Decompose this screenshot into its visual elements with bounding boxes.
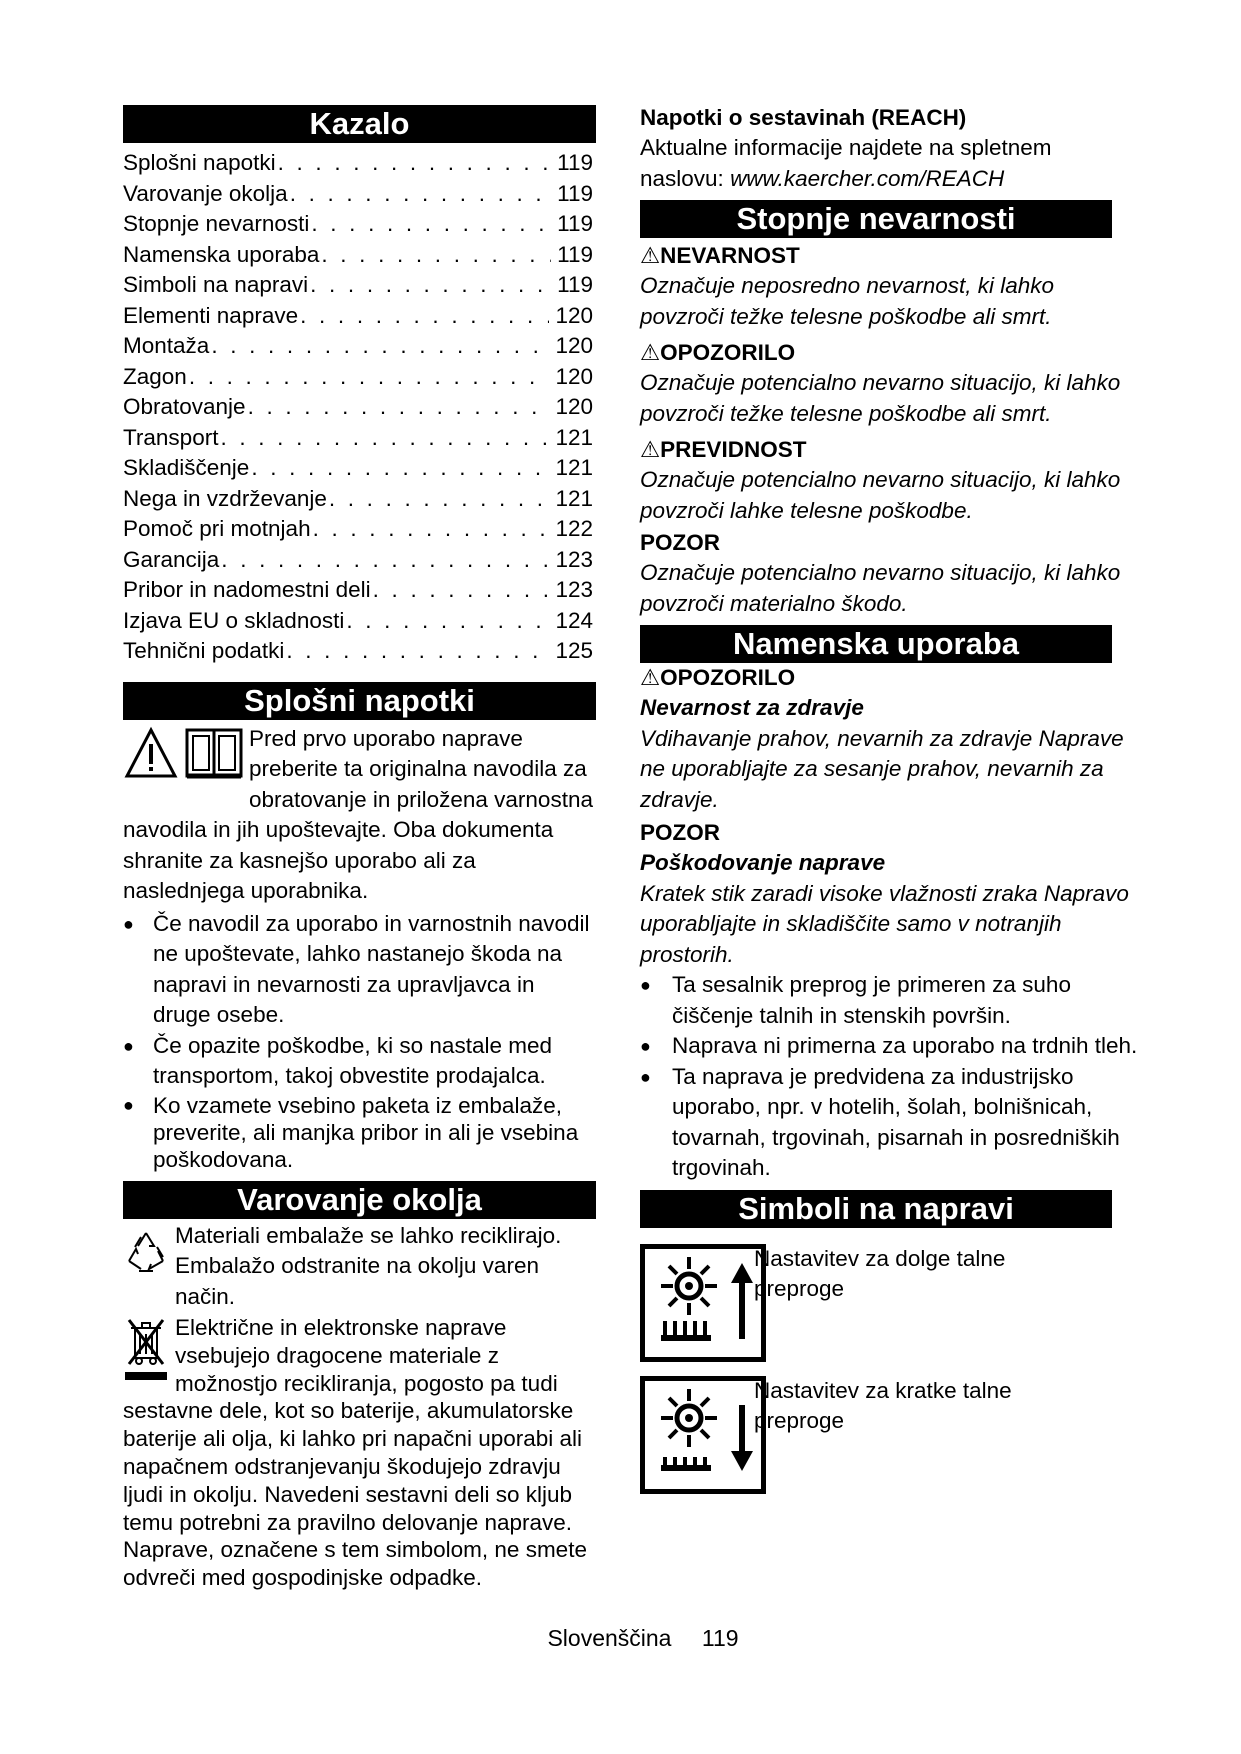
toc-entry[interactable] bbox=[123, 545, 593, 576]
toc-leader-dots bbox=[321, 240, 551, 271]
toc-title: Kazalo bbox=[123, 105, 596, 143]
toc-entry-page: 120 bbox=[555, 363, 593, 389]
toc-leader-dots bbox=[329, 484, 550, 515]
toc-entry-label: Tehnični podatki bbox=[123, 638, 285, 663]
long-carpet-setting-icon bbox=[640, 1244, 766, 1362]
toc-leader-dots bbox=[310, 270, 551, 301]
toc-entry-page: 119 bbox=[557, 180, 593, 206]
toc-leader-dots bbox=[373, 575, 550, 606]
footer-language: Slovenščina bbox=[547, 1625, 672, 1651]
toc-leader-dots bbox=[189, 362, 550, 393]
weee-paragraph: Električne in elektronske naprave vsebujejo dragocene materiale z možnostjo recikliranja, pogosto pa tudi sestavne dele, kot so baterije, akumulatorske baterije ali olja, ki lahko pri napačni uporabi ali napačnem odstranjevanju škodujejo zdravju ljudi in okolju. Navedeni sestavni deli so kljub temu potrebni za pravilno delovanje naprave. Naprave, označene s tem simbolom, ne smete odvreči med gospodinjske odpadke. bbox=[123, 1315, 587, 1591]
warning-sign-icon: ⚠ bbox=[640, 243, 661, 268]
toc-entry-page: 125 bbox=[555, 638, 593, 663]
intended-use-bullet-3: ● Ta naprava je predvidena za industrijsko uporabo, npr. v hotelih, šolah, bolnišnicah, tovarnah, trgovinah, pisarnah in posredniških trgovinah. bbox=[640, 1062, 1140, 1184]
general-bullet-2: ● Če opazite poškodbe, ki so nastale med transportom, takoj obvestite prodajalca. bbox=[123, 1031, 598, 1092]
hazard-level-name: OPOZORILO bbox=[660, 340, 796, 365]
toc-entry-label: Namenska uporaba bbox=[123, 241, 320, 267]
intended-use-warning-subtitle: Nevarnost za zdravje bbox=[640, 695, 864, 720]
reach-text: Aktualne informacije najdete na spletnem naslovu: www.kaercher.com/REACH bbox=[640, 135, 1052, 191]
hazard-level-notice bbox=[640, 528, 1140, 619]
crossed-bin-icon bbox=[123, 1316, 169, 1393]
hazard-level-desc: Označuje neposredno nevarnost, ki lahko povzroči težke telesne poškodbe ali smrt. bbox=[640, 273, 1055, 329]
toc-entry-label: Skladiščenje bbox=[123, 455, 250, 480]
toc-leader-dots bbox=[313, 514, 550, 545]
short-carpet-setting-icon bbox=[640, 1376, 766, 1494]
toc-entry-page: 120 bbox=[555, 302, 593, 328]
toc-entry[interactable] bbox=[123, 179, 593, 210]
toc-leader-dots bbox=[211, 331, 549, 362]
hazard-level-name: NEVARNOST bbox=[660, 243, 800, 268]
environment-section bbox=[123, 1221, 598, 1592]
hazard-levels-section bbox=[640, 241, 1140, 619]
toc-entry[interactable] bbox=[123, 575, 593, 606]
toc-leader-dots bbox=[290, 179, 551, 210]
toc-entry-label: Nega in vzdrževanje bbox=[123, 485, 327, 511]
toc-entry[interactable] bbox=[123, 331, 593, 362]
toc-entry-label: Montaža bbox=[123, 333, 210, 358]
symbol-long-carpet-text: Nastavitev za dolge talne preproge bbox=[754, 1245, 1006, 1301]
hazard-level-warning bbox=[640, 338, 1140, 429]
toc-leader-dots bbox=[346, 606, 549, 637]
device-symbols-title: Simboli na napravi bbox=[640, 1190, 1112, 1228]
intended-use-warning-text: Vdihavanje prahov, nevarnih za zdravje Naprave ne uporabljajte za sesanje prahov, nevarnih za zdravje. bbox=[640, 725, 1124, 812]
toc-entry[interactable] bbox=[123, 514, 593, 545]
warning-sign-icon: ⚠ bbox=[640, 340, 661, 365]
hazard-level-caution bbox=[640, 435, 1140, 526]
hazard-level-name: POZOR bbox=[640, 530, 721, 555]
toc-entry[interactable] bbox=[123, 148, 593, 179]
toc-entry-page: 123 bbox=[555, 577, 593, 602]
toc-leader-dots bbox=[251, 453, 549, 484]
toc-entry-page: 121 bbox=[555, 485, 593, 511]
toc-entry-page: 119 bbox=[557, 272, 593, 297]
toc-entry-page: 121 bbox=[555, 424, 593, 450]
toc-entry-label: Zagon bbox=[123, 363, 187, 389]
toc-entry[interactable] bbox=[123, 362, 593, 393]
toc-entry-page: 119 bbox=[557, 241, 593, 267]
toc-leader-dots bbox=[300, 301, 549, 332]
recycle-paragraph: Materiali embalaže se lahko reciklirajo. Embalažo odstranite na okolju varen način. bbox=[123, 1221, 598, 1313]
toc-entry-label: Transport bbox=[123, 424, 219, 450]
toc-leader-dots bbox=[221, 545, 549, 576]
symbol-short-carpet-text: Nastavitev za kratke talne preproge bbox=[754, 1377, 1012, 1433]
toc-entry-label: Pomoč pri motnjah bbox=[123, 516, 311, 541]
toc-entry[interactable] bbox=[123, 423, 593, 454]
manual-book-icon bbox=[185, 724, 243, 791]
intended-use-bullet-2: ● Naprava ni primerna za uporabo na trdnih tleh. bbox=[640, 1031, 1140, 1062]
recycle-icon bbox=[123, 1229, 169, 1284]
right-column bbox=[640, 105, 1140, 1494]
page-footer bbox=[0, 1625, 1241, 1652]
toc-entry-page: 119 bbox=[557, 211, 593, 236]
hazard-level-desc: Označuje potencialno nevarno situacijo, ki lahko povzroči težke telesne poškodbe ali smrt. bbox=[640, 370, 1121, 426]
toc-entry-page: 121 bbox=[555, 455, 593, 480]
symbol-short-carpet bbox=[640, 1376, 1140, 1494]
toc-entry-page: 120 bbox=[555, 333, 593, 358]
toc-leader-dots bbox=[311, 209, 551, 240]
intended-use-bullet-1: ● Ta sesalnik preprog je primeren za suho čiščenje talnih in stenskih površin. bbox=[640, 970, 1140, 1031]
toc-leader-dots bbox=[248, 392, 550, 423]
reach-section bbox=[640, 103, 1140, 194]
hazard-level-desc: Označuje potencialno nevarno situacijo, ki lahko povzroči lahke telesne poškodbe. bbox=[640, 467, 1121, 523]
toc-entry[interactable] bbox=[123, 606, 593, 637]
toc-entry-page: 122 bbox=[555, 516, 593, 541]
hazard-level-desc: Označuje potencialno nevarno situacijo, ki lahko povzroči materialno škodo. bbox=[640, 560, 1121, 616]
toc-entry[interactable] bbox=[123, 209, 593, 240]
toc-entry[interactable] bbox=[123, 484, 593, 515]
left-column bbox=[123, 105, 598, 1592]
toc-leader-dots bbox=[278, 148, 552, 179]
general-bullet-3: ● Ko vzamete vsebino paketa iz embalaže, preverite, ali manjka pribor in ali je vsebina poškodovana. bbox=[123, 1092, 598, 1173]
toc-leader-dots bbox=[286, 636, 549, 667]
toc-entry-page: 123 bbox=[555, 546, 593, 572]
intended-use-warning-label: OPOZORILO bbox=[660, 665, 796, 690]
toc-entry-label: Varovanje okolja bbox=[123, 180, 288, 206]
toc-entry-label: Pribor in nadomestni deli bbox=[123, 577, 371, 602]
intended-use-title: Namenska uporaba bbox=[640, 625, 1112, 663]
general-notes-section bbox=[123, 724, 598, 1173]
intended-use-caution-text: Kratek stik zaradi visoke vlažnosti zraka Napravo uporabljajte in skladiščite samo v notranjih prostorih. bbox=[640, 880, 1129, 967]
toc-entry-label: Stopnje nevarnosti bbox=[123, 211, 310, 236]
toc-entry-label: Elementi naprave bbox=[123, 302, 299, 328]
toc-entry-label: Garancija bbox=[123, 546, 220, 572]
toc-entry[interactable] bbox=[123, 392, 593, 423]
toc-entry-label: Simboli na napravi bbox=[123, 272, 309, 297]
general-bullet-1: ● Če navodil za uporabo in varnostnih navodil ne upoštevate, lahko nastanejo škoda na napravi in nevarnosti za upravljavca in druge osebe. bbox=[123, 909, 598, 1031]
toc-entry-label: Splošni napotki bbox=[123, 150, 276, 175]
hazard-level-danger bbox=[640, 241, 1140, 332]
toc-entry[interactable] bbox=[123, 270, 593, 301]
footer-page-number: 119 bbox=[701, 1625, 739, 1651]
environment-title: Varovanje okolja bbox=[123, 1181, 596, 1219]
toc-entry[interactable] bbox=[123, 240, 593, 271]
toc-entry-label: Izjava EU o skladnosti bbox=[123, 607, 345, 633]
warning-sign-icon: ⚠ bbox=[640, 665, 661, 690]
reach-title: Napotki o sestavinah (REACH) bbox=[640, 105, 967, 130]
toc-entry[interactable] bbox=[123, 301, 593, 332]
general-notes-title: Splošni napotki bbox=[123, 682, 596, 720]
reach-url[interactable]: www.kaercher.com/REACH bbox=[730, 165, 1005, 191]
toc-entry[interactable] bbox=[123, 453, 593, 484]
hazard-levels-title: Stopnje nevarnosti bbox=[640, 200, 1112, 238]
toc-entry-page: 119 bbox=[557, 150, 593, 175]
toc-entry-label: Obratovanje bbox=[123, 394, 246, 419]
toc-entry[interactable] bbox=[123, 636, 593, 667]
warning-triangle-icon bbox=[123, 724, 179, 791]
intended-use-caution-label: POZOR bbox=[640, 820, 721, 845]
intended-use-caution-subtitle: Poškodovanje naprave bbox=[640, 850, 886, 875]
intended-use-section bbox=[640, 663, 1140, 1184]
symbol-long-carpet bbox=[640, 1244, 1140, 1362]
toc-entry-page: 120 bbox=[555, 394, 593, 419]
table-of-contents bbox=[123, 148, 598, 667]
toc-entry-page: 124 bbox=[555, 607, 593, 633]
device-symbols-section bbox=[640, 1244, 1140, 1494]
general-intro: Pred prvo uporabo naprave preberite ta originalna navodila za obratovanje in priložena varnostna navodila in jih upoštevajte. Oba dokumenta shranite za kasnejšo uporabo ali za naslednjega uporabnika. bbox=[123, 725, 593, 903]
hazard-level-name: PREVIDNOST bbox=[660, 437, 807, 462]
warning-sign-icon: ⚠ bbox=[640, 437, 661, 462]
toc-leader-dots bbox=[220, 423, 549, 454]
